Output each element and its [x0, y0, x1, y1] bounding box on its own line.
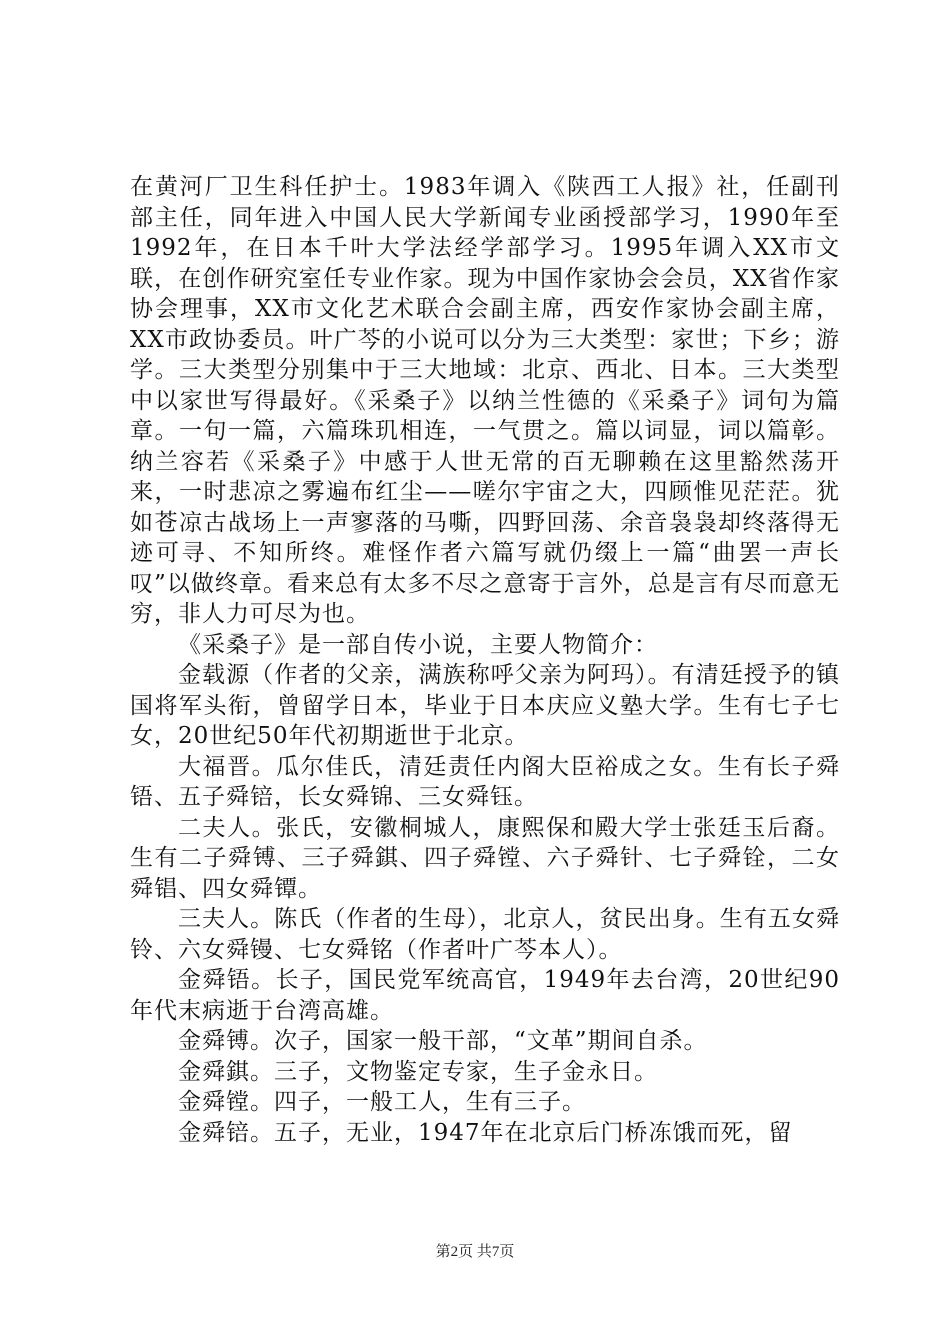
- paragraph: 《采桑子》是一部自传小说，主要人物简介：: [178, 631, 658, 658]
- paragraph: 金舜镈。次子，国家一般干部，“文革”期间自杀。: [178, 1028, 708, 1054]
- paragraph: 在黄河厂卫生科任护士。1983年调入《陕西工人报》社，任副刊部主任，同年进入中国人民大学新闻专业函授部学习，1990年至1992年，在日本千叶大学法经学部学习。1995年调入XX市文联，在创作研究室任专业作家。现为中国作家协会会员，XX省作家协会理事，XX市文化艺术联合会副主席，西安作家协会副主席，XX市政协委员。叶广芩的小说可以分为三大类型：家世；下乡；游学。三大类型分别集中于三大地域：北京、西北、日本。三大类型中以家世写得最好。《采桑子》以纳兰性德的《采桑子》词句为篇章。一句一篇，六篇珠玑相连，一气贯之。篇以词显，词以篇彰。纳兰容若《采桑子》中感于人世无常的百无聊赖在这里豁然荡开来，一时悲凉之雾遍布红尘——嗟尔宇宙之大，四顾惟见茫茫。犹如苍凉古战场上一声寥落的马嘶，四野回荡、余音袅袅却终落得无迹可寻、不知所终。难怪作者六篇写就仍缀上一篇“曲罢一声长叹”以做终章。看来总有太多不尽之意寄于言外，总是言有尽而意无穷，非人力可尽为也。: [130, 174, 840, 627]
- paragraph: 大福晋。瓜尔佳氏，清廷责任内阁大臣裕成之女。生有长子舜铻、五子舜锫，长女舜锦、三女舜钰。: [130, 753, 840, 810]
- paragraph: 二夫人。张氏，安徽桐城人，康熙保和殿大学士张廷玉后裔。生有二子舜镈、三子舜錤、四子舜镗、六子舜针、七子舜铨，二女舜锠、四女舜镡。: [130, 814, 840, 902]
- paragraph: 金舜锫。五子，无业，1947年在北京后门桥冻饿而死，留: [178, 1119, 793, 1146]
- paragraph: 金舜铻。长子，国民党军统高官，1949年去台湾，20世纪90年代末病逝于台湾高雄。: [130, 967, 840, 1024]
- paragraph: 金载源（作者的父亲，满族称呼父亲为阿玛）。有清廷授予的镇国将军头衔，曾留学日本，毕业于日本庆应义塾大学。生有七子七女，20世纪50年代初期逝世于北京。: [130, 662, 840, 749]
- paragraph: 金舜镗。四子，一般工人，生有三子。: [178, 1089, 586, 1115]
- paragraph: 三夫人。陈氏（作者的生母），北京人，贫民出身。生有五女舜铃、六女舜镘、七女舜铭（作者叶广芩本人）。: [130, 906, 840, 963]
- paragraph: 金舜錤。三子，文物鉴定专家，生子金永日。: [178, 1058, 658, 1085]
- page-footer: 第2页 共7页: [435, 1244, 515, 1260]
- body-text: [130, 172, 840, 1148]
